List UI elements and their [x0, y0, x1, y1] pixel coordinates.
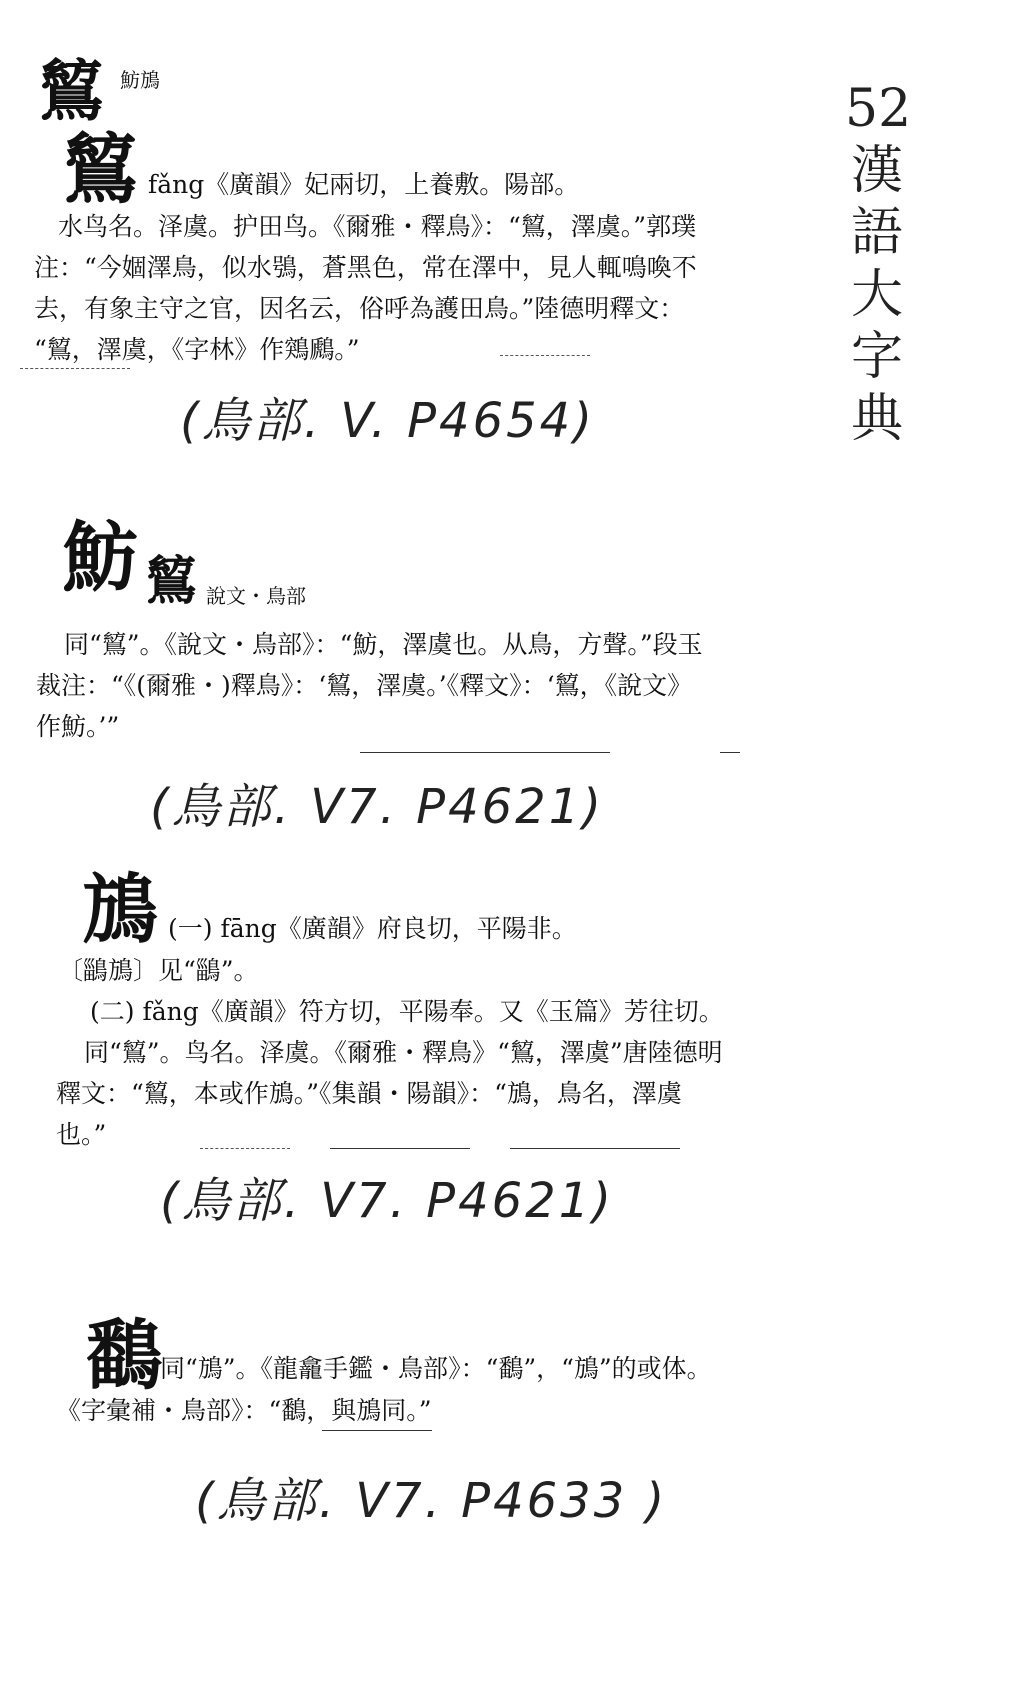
entry-headword: 鷭: [86, 1311, 162, 1400]
seal-script-glyph: 鶭: [145, 551, 198, 612]
title-page-number: 52: [845, 79, 912, 139]
entry-definition-line: 〔鶅鴋〕见“鶅”。: [58, 956, 259, 985]
handwritten-reference: (鳥部. V7. P4633 ): [195, 1473, 668, 1529]
entry-definition-line: 注：“今婟澤鳥，似水鴞，蒼黑色，常在澤中，見人輒鳴喚不: [34, 253, 697, 282]
entry-definition-line: 同“鶭”。《說文・鳥部》：“魴，澤虞也。从鳥，方聲。”段玉: [64, 630, 703, 659]
divider: [360, 752, 610, 753]
divider: [500, 355, 590, 356]
title-char: 大: [850, 265, 903, 325]
entry-headword: 鴋: [82, 865, 158, 954]
entry-headword-small: 鶭: [38, 52, 104, 130]
handwritten-reference: (鳥部. V7. P4621): [150, 779, 604, 835]
entry-definition-line: 《字彙補・鳥部》：“鷭，與鴋同。”: [56, 1396, 432, 1425]
divider: [510, 1148, 680, 1149]
entry-definition-line: 水鸟名。泽虞。护田鸟。《爾雅・釋鳥》：“鶭，澤虞。”郭璞: [58, 212, 697, 241]
entry-definition-line: 同“鴋”。《龍龕手鑑・鳥部》：“鷭”，“鴋”的或体。: [160, 1354, 712, 1383]
title-char: 典: [850, 389, 903, 449]
divider: [720, 752, 740, 753]
entry-pronunciation: (二) fǎng《廣韻》符方切，平陽奉。又《玉篇》芳往切。: [90, 997, 724, 1026]
vertical-book-title: [845, 78, 912, 450]
entry-headword: 魴: [62, 513, 138, 602]
divider: [20, 368, 130, 369]
title-char: 語: [850, 203, 903, 263]
entry-definition-line: 去，有象主守之官，因名云，俗呼為護田鳥。”陸德明釋文：: [34, 294, 685, 323]
entry-pronunciation: fǎng《廣韻》妃兩切，上養敷。陽部。: [148, 170, 580, 199]
entry-definition-line: 釋文：“鶭，本或作鴋。”《集韻・陽韻》：“鴋，鳥名，澤虞: [56, 1079, 682, 1108]
divider: [322, 1430, 432, 1431]
seal-script-label: 說文・鳥部: [206, 584, 306, 608]
entry-definition-line: 作魴。’”: [36, 712, 120, 741]
handwritten-reference: (鳥部. V7. P4621): [160, 1173, 614, 1229]
entry-definition-line: 也。”: [56, 1120, 107, 1149]
divider: [330, 1148, 470, 1149]
divider: [200, 1148, 290, 1149]
handwritten-reference: (鳥部. V. P4654): [180, 393, 595, 449]
entry-definition-line: 裁注：“《(爾雅・)釋鳥》：‘鶭，澤虞。’《釋文》：‘鶭，《說文》: [36, 671, 693, 700]
title-char: 漢: [850, 141, 903, 201]
title-char: 字: [850, 327, 903, 387]
entry-definition-line: 同“鶭”。鸟名。泽虞。《爾雅・釋鳥》“鶭，澤虞”唐陸德明: [84, 1038, 723, 1067]
entry-variant-note: 魴鴋: [120, 68, 160, 92]
entry-headword: 鶭: [62, 125, 138, 214]
entry-definition-line: “鶭，澤虞，《字林》作鶟鷉。”: [34, 335, 360, 364]
entry-pronunciation: (一) fāng《廣韻》府良切，平陽非。: [168, 914, 577, 943]
